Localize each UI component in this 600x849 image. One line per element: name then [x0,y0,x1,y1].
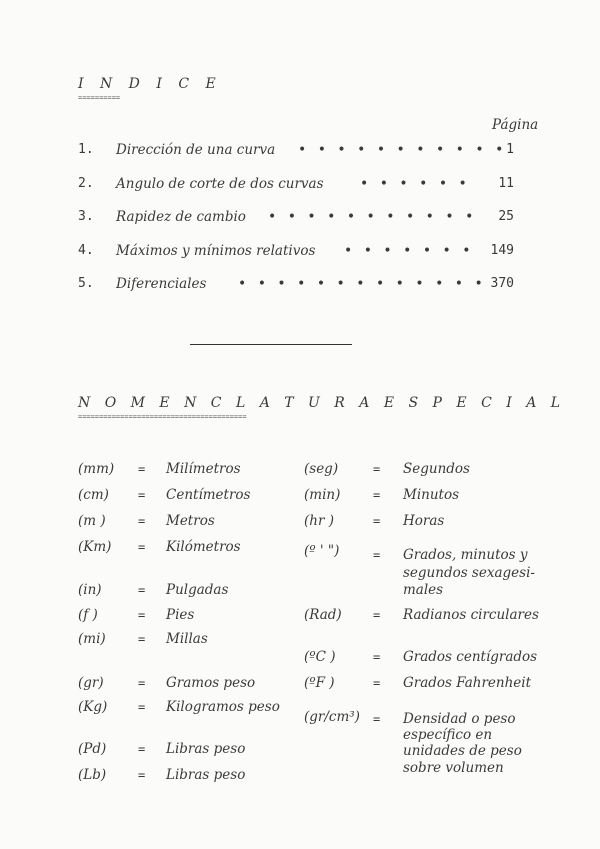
unit-name-continued: sobre volumen [403,760,504,776]
equals-sign: = [373,488,381,502]
unit-symbol: (Lb) [78,767,107,783]
unit-name-continued: unidades de peso [403,743,522,759]
equals-sign: = [373,650,381,664]
toc-title: Dirección de una curva [116,142,276,158]
unit-name: Milímetros [166,461,241,477]
page-column-label: Página [492,117,539,133]
toc-entry [0,209,600,229]
unit-symbol: (m ) [78,513,106,529]
toc-entry [0,276,600,296]
unit-symbol: (in) [78,582,102,598]
toc-title: Angulo de corte de dos curvas [116,176,324,192]
unit-symbol: (min) [304,487,341,503]
unit-name: Kilogramos peso [166,699,280,715]
equals-sign: = [373,712,381,726]
equals-sign: = [373,608,381,622]
unit-name: Minutos [403,487,460,503]
toc-title: Máximos y mínimos relativos [116,243,316,259]
unit-name: Grados Fahrenheit [403,675,532,691]
unit-name: Centímetros [166,487,251,503]
equals-sign: = [138,676,146,690]
unit-name: Horas [403,513,445,529]
toc-page: 149 [490,243,514,258]
equals-sign: = [138,514,146,528]
toc-leader-dots: • • • • • • [360,176,471,192]
toc-entry [0,176,600,196]
toc-number: 3. [78,209,94,224]
equals-sign: = [138,540,146,554]
unit-name: Pies [166,607,195,623]
toc-page: 11 [498,176,514,191]
section-divider [190,344,352,345]
toc-title: Diferenciales [116,276,207,292]
equals-sign: = [138,742,146,756]
unit-symbol: (mi) [78,631,106,647]
toc-number: 2. [78,176,94,191]
equals-sign: = [138,700,146,714]
equals-sign: = [138,462,146,476]
unit-name: Libras peso [166,767,246,783]
unit-name: Millas [166,631,208,647]
toc-page: 370 [490,276,514,291]
unit-symbol: (seg) [304,461,339,477]
toc-leader-dots: • • • • • • • • • • • [268,209,477,225]
toc-page: 25 [498,209,514,224]
unit-name: Libras peso [166,741,246,757]
equals-sign: = [138,768,146,782]
unit-name-continued: males [403,582,444,598]
equals-sign: = [138,583,146,597]
toc-title: Rapidez de cambio [116,209,246,225]
toc-number: 1. [78,142,94,157]
equals-sign: = [138,488,146,502]
toc-leader-dots: • • • • • • • [344,243,475,259]
toc-number: 4. [78,243,94,258]
equals-sign: = [373,676,381,690]
unit-name: Radianos circulares [403,607,539,623]
equals-sign: = [373,462,381,476]
unit-symbol: (gr) [78,675,104,691]
unit-symbol: (mm) [78,461,115,477]
unit-name: Densidad o peso [403,711,516,727]
index-heading: I N D I C E [78,76,222,92]
unit-symbol: (ºC ) [304,649,336,665]
unit-name: Gramos peso [166,675,256,691]
equals-sign: = [373,514,381,528]
unit-name: Segundos [403,461,470,477]
unit-symbol: (gr/cm³) [304,709,360,725]
toc-entry [0,142,600,162]
equals-sign: = [138,608,146,622]
toc-number: 5. [78,276,94,291]
unit-symbol: (f ) [78,607,98,623]
unit-symbol: (Pd) [78,741,107,757]
unit-name: Metros [166,513,215,529]
unit-symbol: (Km) [78,539,112,555]
unit-name: Pulgadas [166,582,229,598]
unit-symbol: (ºF ) [304,675,335,691]
unit-symbol: (Rad) [304,607,342,623]
toc-entry [0,243,600,263]
unit-name-continued: segundos sexagesi- [403,565,535,581]
nomenclature-heading: N O M E N C L A T U R A E S P E C I A L [78,395,566,411]
unit-name: Grados, minutos y [403,547,528,563]
toc-leader-dots: • • • • • • • • • • • [298,142,507,158]
toc-leader-dots: • • • • • • • • • • • • • [238,276,487,292]
nomenclature-heading-underline: ======================================== [78,413,247,421]
unit-symbol: (Kg) [78,699,108,715]
equals-sign: = [373,548,381,562]
unit-name: Grados centígrados [403,649,538,665]
index-heading-underline: ========== [78,94,121,102]
unit-symbol: (º ' ") [304,543,340,559]
unit-symbol: (hr ) [304,513,334,529]
equals-sign: = [138,632,146,646]
unit-name: Kilómetros [166,539,241,555]
unit-name-continued: específico en [403,727,493,743]
toc-page: 1 [506,142,514,157]
unit-symbol: (cm) [78,487,109,503]
